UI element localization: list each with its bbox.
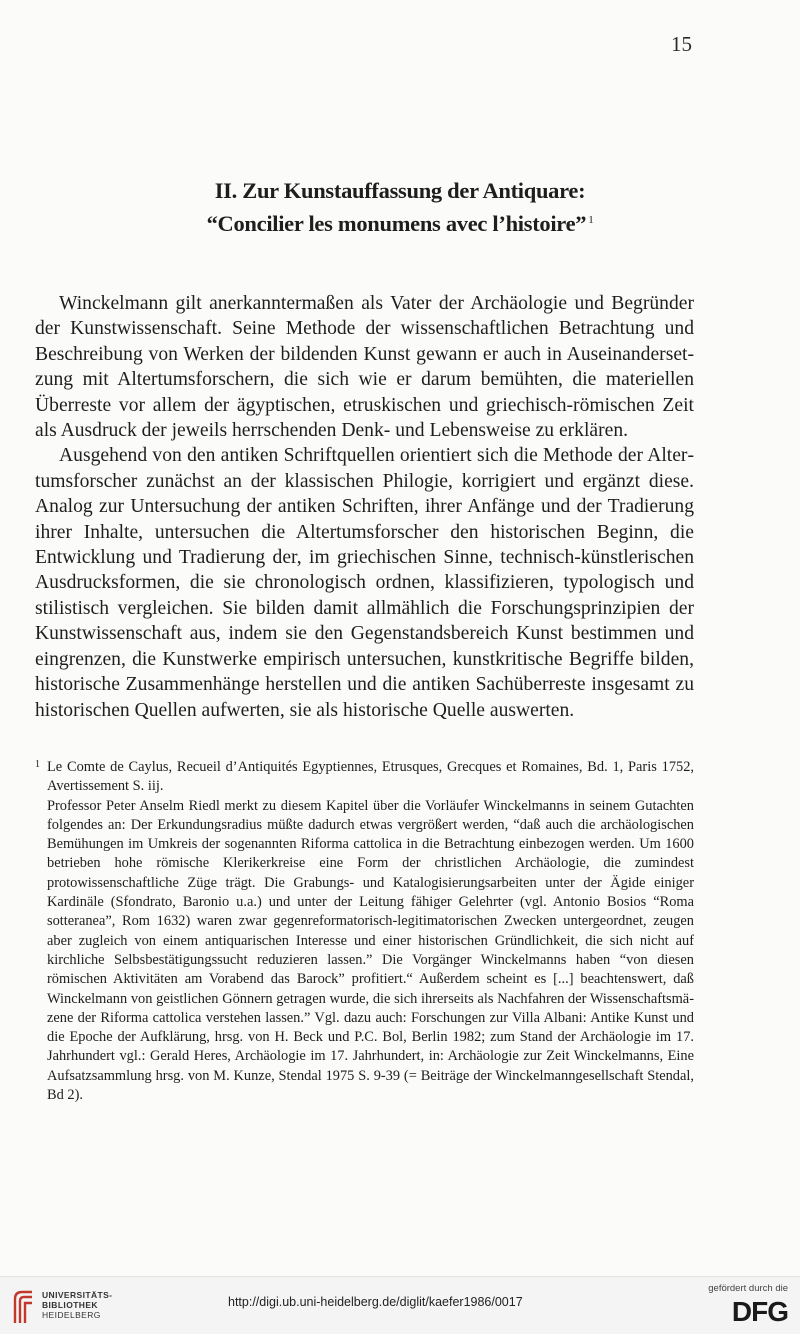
footnote-citation (35, 758, 694, 797)
viewer-footer (0, 1276, 800, 1334)
page-number: 15 (671, 32, 692, 56)
paragraph: Winckelmann gilt anerkanntermaßen als Vater der Archäologie und Begründer der Kunstwissenschaft. Seine Methode der wissenschaftlichen Betrachtung und Beschreibung von Werken der bildenden Kunst gewann er auch in Auseinandersetzung mit Altertumsforschern, die sich wie er darum bemühten, die materiellen Überreste vor allem der ägyptischen, etruskischen und griechisch-römischen Zeit als Ausdruck der jeweils herrschenden Denk- und Lebensweise zu erklären. (35, 293, 694, 442)
footnote-text: Professor Peter Anselm Riedl merkt zu diesem Kapitel über die Vorläufer Winckelmanns in seinem Gutachten folgendes an: Der Erkundungsradius müßte dadurch etwas vergrößert werden, “daß auch die archäologischen Bemühungen im Umkreis der sogenannten Riforma cattolica in die Betrachtung einbezogen werden. Um 1600 betrieben hohe römische Klerikerkreise eine Form der christlichen Archäologie, die zumindest protowissenschaftliche Züge trägt. Die Grabungs- und Katalogisierungsarbeiten unter der Ägide einiger Kardinäle (Sfondrato, Baronio u.a.) und unter der Leitung fähiger Gelehrter (vgl. Antonio Bosios “Roma sotteranea”, Rom 1632) waren zwar gegenreformatorisch-legitimatorischen Zwecken untergeordnet, zeugen aber zugleich von einem antiquarischen Interesse und einer historischen Gründlichkeit, die sich nicht auf kirchliche Selbsbestätigungssucht reduzieren lassen.” Die Vorgänger Winckelmanns haben “von diesen römischen Aktivitäten am Vorabend das Barock” profitiert.“ Außerdem scheint es [...] beachtenswert, daß Winckelmann von geistlichen Gönnern getragen wurde, die sich ihrerseits als Nachfahren der Wissenschaftsmäzene der Riforma cattolica verstehen lassen.” Vgl. dazu auch: Forschungen zur Villa Albani: Antike Kunst und die Epoche der Aufklärung, hrsg. von H. Beck und P.C. Bol, Berlin 1982; zum Stand der Archäologie im 17. Jahrhundert vgl.: Gerald Heres, Archäologie im 17. Jahrhundert, in: Archäologie zur Zeit Winckelmanns, Eine Aufsatzsammlung hrsg. von M. Kunze, Stendal 1975 S. 9-39 (= Beiträge der Winckelmanngesellschaft Stendal, Bd 2). (47, 797, 694, 1104)
paragraph: Ausgehend von den antiken Schriftquellen orientiert sich die Methode der Altertumsforscher zunächst an der klassischen Philogie, korrigiert und ergänzt diese. Analog zur Untersuchung der antiken Schriften, ihrer Anfänge und der Tradierung ihrer Inhalte, untersuchen die Altertumsforscher den historischen Beginn, die Entwicklung und Tradierung der, im griechischen Sinne, technisch-künstlerischen Ausdrucksformen, die sie chronologisch ordnen, klassifizieren, typologisch und stilistisch vergleichen. Sie bilden damit allmählich die Forschungsprinzipien der Kunstwissenschaft aus, indem sie den Gegenstandsbereich Kunst bestimmen und eingrenzen, die Kunstwerke empirisch untersuchen, kunstkritische Begriffe bilden, historische Zusammenhänge herstellen und die antiken Sachüberreste insgesamt zu historischen Quellen aufwerten, sie als historische Quelle auswerten. (35, 445, 694, 721)
footnote-reference[interactable]: 1 (588, 213, 594, 226)
footnote-citation-text: Le Comte de Caylus, Recueil d’Antiquités Egyptiennes, Etrusques, Grecques et Romaines, Bd. 1, Paris 1752, Avertissement S. iij. (47, 759, 694, 795)
footnote (35, 758, 694, 1105)
library-name-line: BIBLIOTHEK (42, 1300, 98, 1310)
university-library-logo-icon[interactable] (10, 1289, 36, 1325)
library-name-line: HEIDELBERG (42, 1310, 101, 1320)
footnote-number: 1 (35, 759, 40, 770)
chapter-heading-line1: II. Zur Kunstauffassung der Antiquare: (214, 178, 586, 203)
funding-text: gefördert durch die (708, 1283, 788, 1294)
chapter-subheading (0, 211, 800, 237)
dfg-logo[interactable]: DFG (731, 1296, 788, 1327)
body-text (35, 291, 694, 723)
chapter-heading-line2: “Concilier les monumens avec l’histoire” (206, 211, 587, 236)
chapter-heading (0, 178, 800, 204)
library-name-line: UNIVERSITÄTS- (42, 1290, 113, 1300)
university-library-name[interactable] (42, 1290, 112, 1320)
document-url-link[interactable]: http://digi.ub.uni-heidelberg.de/diglit/kaefer1986/0017 (228, 1295, 523, 1309)
